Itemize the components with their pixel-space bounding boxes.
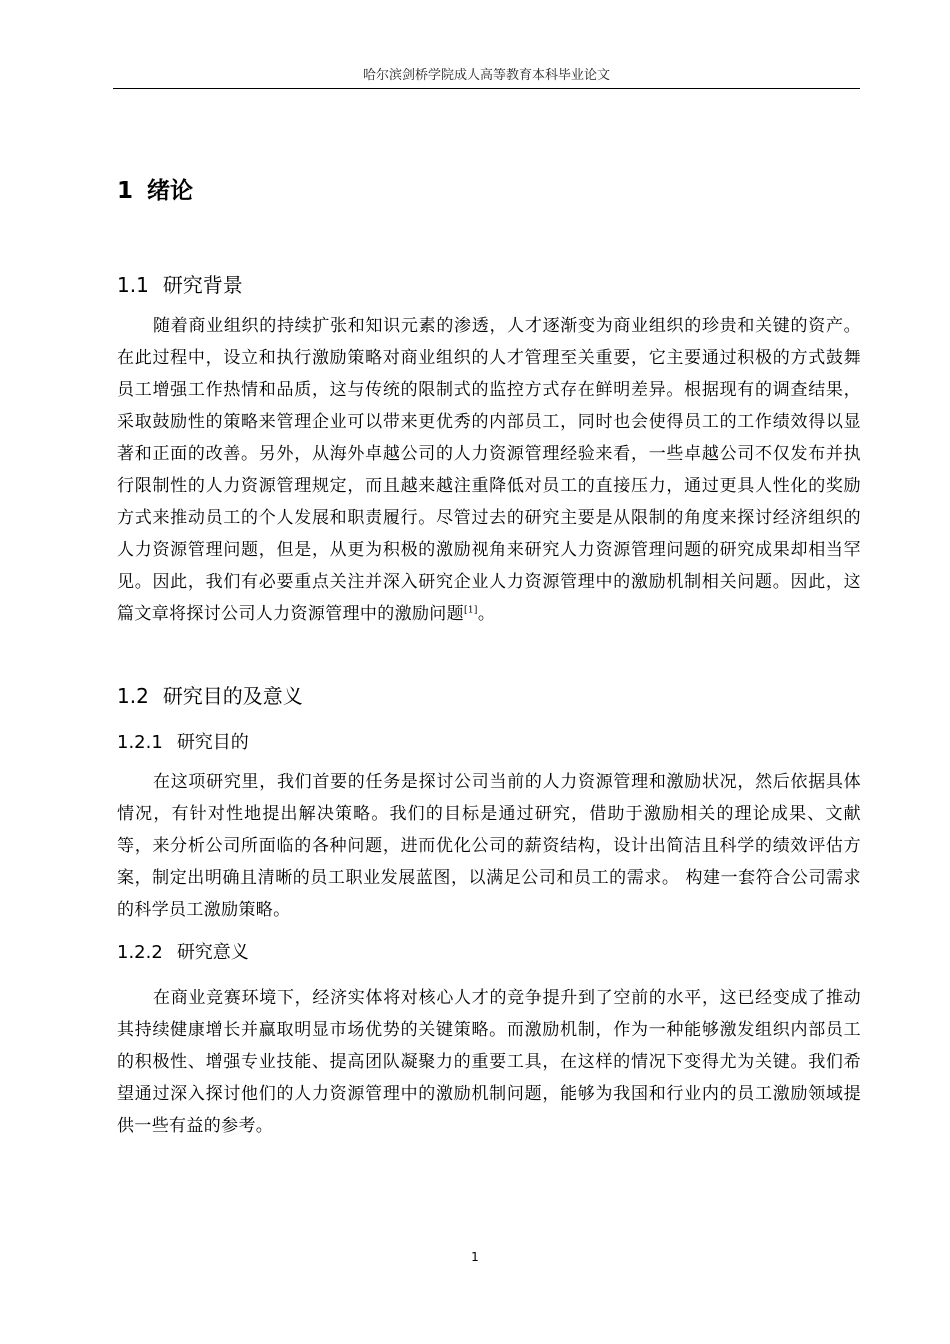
subsection-heading-1-2-1 [117,728,249,754]
subsection-number: 1.2.1 [117,732,163,753]
subsection-title: 研究目的 [176,732,249,753]
section-heading-1-2 [117,680,303,709]
section-title: 研究背景 [162,273,243,297]
section-number: 1.1 [117,273,149,297]
paragraph-background [117,310,861,630]
chapter-heading [117,172,193,205]
page-number: 1 [471,1250,479,1264]
running-header: 哈尔滨剑桥学院成人高等教育本科毕业论文 [362,68,610,83]
section-number: 1.2 [117,684,149,708]
subsection-number: 1.2.2 [117,942,163,963]
paragraph-purpose: 在这项研究里，我们首要的任务是探讨公司当前的人力资源管理和激励状况，然后依据具体情况，有针对性地提出解决策略。我们的目标是通过研究，借助于激励相关的理论成果、文献等，来分析公司所面临的各种问题，进而优化公司的薪资结构，设计出简洁且科学的绩效评估方案，制定出明确且清晰的员工职业发展蓝图，以满足公司和员工的需求。 构建一套符合公司需求的科学员工激励策略。 [117,772,861,920]
section-heading-1-1 [117,269,243,298]
section-title: 研究目的及意义 [162,684,303,708]
citation-reference: [1] [464,605,478,616]
chapter-number: 1 [117,178,134,204]
chapter-title: 绪论 [147,178,194,204]
paragraph-text: 随着商业组织的持续扩张和知识元素的渗透，人才逐渐变为商业组织的珍贵和关键的资产。在此过程中，设立和执行激励策略对商业组织的人才管理至关重要，它主要通过积极的方式鼓舞员工增强工作热情和品质，这与传统的限制式的监控方式存在鲜明差异。根据现有的调查结果，采取鼓励性的策略来管理企业可以带来更优秀的内部员工，同时也会使得员工的工作绩效得以显著和正面的改善。另外，从海外卓越公司的人力资源管理经验来看，一些卓越公司不仅发布并执行限制性的人力资源管理规定，而且越来越注重降低对员工的直接压力，通过更具人性化的奖励方式来推动员工的个人发展和职责履行。尽管过去的研究主要是从限制的角度来探讨经济组织的人力资源管理问题，但是，从更为积极的激励视角来研究人力资源管理问题的研究成果却相当罕见。因此，我们有必要重点关注并深入研究企业人力资源管理中的激励机制相关问题。因此，这篇文章将探讨公司人力资源管理中的激励问题 [117,316,861,624]
subsection-heading-1-2-2 [117,938,249,964]
header-rule [113,88,860,89]
paragraph-significance: 在商业竞赛环境下，经济实体将对核心人才的竞争提升到了空前的水平，这已经变成了推动其持续健康增长并赢取明显市场优势的关键策略。而激励机制，作为一种能够激发组织内部员工的积极性、增强专业技能、提高团队凝聚力的重要工具，在这样的情况下变得尤为关键。我们希望通过深入探讨他们的人力资源管理中的激励机制问题，能够为我国和行业内的员工激励领域提供一些有益的参考。 [117,988,861,1136]
paragraph-end: 。 [477,604,496,624]
subsection-title: 研究意义 [176,942,249,963]
